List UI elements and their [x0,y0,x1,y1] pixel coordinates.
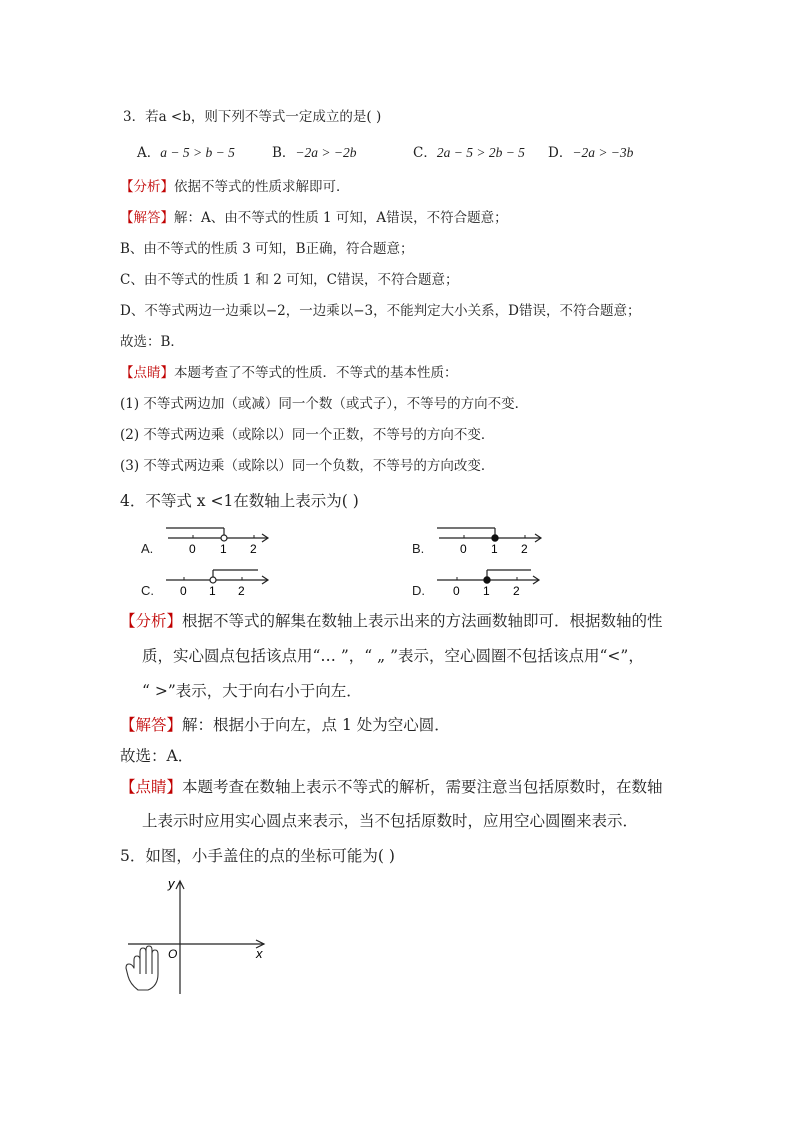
tick-label-2: 2 [238,584,245,598]
q3-analysis [120,178,350,196]
q3-option-c [413,144,525,162]
q3-answer-line-1 [120,209,508,227]
q4-option-a-label: A. [141,541,154,556]
origin-label: O [168,947,178,961]
open-circle [210,577,216,583]
analysis-tag: 【分析】 [120,179,174,195]
option-text: 2a − 5 > 2b − 5 [436,145,525,160]
q3-stem: 3．若a <b，则下列不等式一定成立的是( ) [123,109,382,125]
option-label: A． [137,145,161,161]
answer-text: 解：A、由不等式的性质 1 可知，A错误，不符合题意； [174,210,508,226]
option-label: B． [272,145,296,161]
filled-dot [492,535,498,541]
q3-option-a [137,144,235,162]
q3-property-3: (3) 不等式两边乘（或除以）同一个负数，不等号的方向改变． [120,458,495,474]
tick-label-0: 0 [453,584,460,598]
answer-tag: 【解答】 [120,210,174,226]
option-label: C． [413,145,437,161]
x-axis-label: x [256,946,263,961]
q4-option-c-number-line [160,566,280,598]
tick-label-1: 1 [491,542,498,556]
tick-label-1: 1 [483,584,490,598]
answer-text: 解：根据小于向左，点 1 处为空心圆． [182,716,450,734]
q3-answer-line-3: C、由不等式的性质 1 和 2 可知，C错误，不符合题意； [120,272,459,288]
tick-label-1: 1 [209,584,216,598]
q4-option-b-label: B. [412,541,425,556]
answer-tag: 【解答】 [120,716,183,734]
q3-answer-line-2: B、由不等式的性质 3 可知，B正确，符合题意； [120,241,414,257]
tick-label-0: 0 [189,542,196,556]
analysis-tag: 【分析】 [120,612,183,630]
q4-choose: 故选：A． [120,747,194,765]
q3-comment [120,364,458,382]
q4-option-d-label: D. [412,583,425,598]
option-label: D． [548,145,573,161]
comment-text: 本题考查了不等式的性质．不等式的基本性质： [174,365,458,381]
y-axis-label: y [168,876,175,891]
tick-label-2: 2 [521,542,528,556]
q5-stem: 5．如图，小手盖住的点的坐标可能为( ) [120,847,395,865]
q4-analysis-line-1 [120,610,663,632]
q4-answer [120,714,450,736]
q4-comment-line-2: 上表示时应用实心圆点来表示，当不包括原数时，应用空心圆圈来表示． [142,812,639,830]
q3-option-b [272,144,357,162]
q4-option-a-number-line [160,524,280,556]
q3-answer-line-4: D、不等式两边一边乘以−2，一边乘以−3，不能判定大小关系，D错误，不符合题意； [120,303,641,319]
analysis-text: 依据不等式的性质求解即可． [174,179,350,195]
q4-comment-line-1 [120,776,663,798]
q3-property-2: (2) 不等式两边乘（或除以）同一个正数，不等号的方向不变． [120,427,495,443]
filled-dot [484,577,490,583]
comment-tag: 【点睛】 [120,365,174,381]
q4-stem: 4．不等式 x <1在数轴上表示为( ) [120,492,359,510]
q4-analysis-line-2: 质，实心圆点包括该点用“… ”，“ „ ”表示，空心圆圈不包括该点用“<”， [142,647,644,665]
q4-option-d-number-line [431,566,551,598]
q5-coordinate-figure [120,870,280,1002]
tick-label-2: 2 [250,542,257,556]
comment-tag: 【点睛】 [120,778,183,796]
tick-label-2: 2 [513,584,520,598]
open-circle [221,535,227,541]
q4-option-b-number-line [431,524,551,556]
q3-option-d [548,144,633,162]
tick-label-0: 0 [180,584,187,598]
comment-text: 本题考查在数轴上表示不等式的解析，需要注意当包括原数时，在数轴 [182,778,663,796]
option-text: −2a > −3b [572,145,634,160]
tick-label-0: 0 [460,542,467,556]
analysis-text: 根据不等式的解集在数轴上表示出来的方法画数轴即可．根据数轴的性 [182,612,663,630]
q3-property-1: (1) 不等式两边加（或减）同一个数（或式子），不等号的方向不变． [120,396,529,412]
q4-option-c-label: C. [141,583,154,598]
tick-label-1: 1 [220,542,227,556]
option-text: −2a > −2b [295,145,357,160]
q4-analysis-line-3: “ >”表示，大于向右小于向左． [142,682,362,700]
option-text: a − 5 > b − 5 [160,145,235,160]
hand-icon [126,946,158,990]
q3-choose: 故选：B． [120,334,184,350]
